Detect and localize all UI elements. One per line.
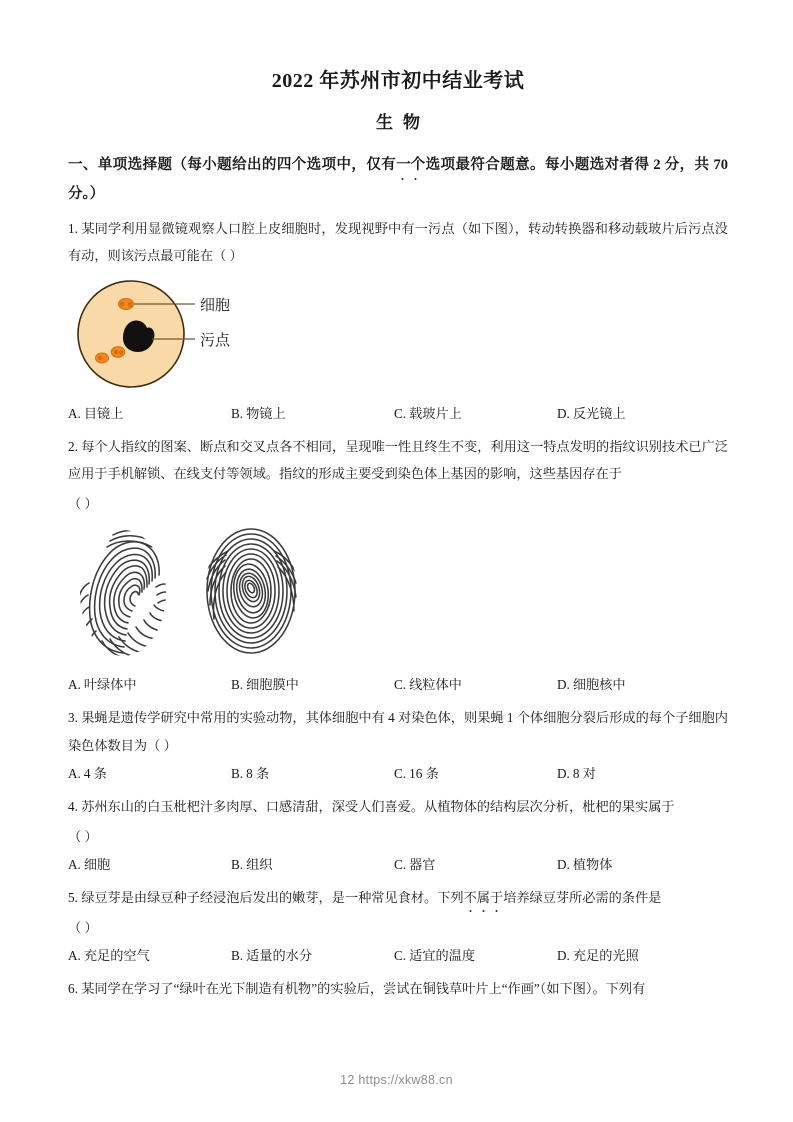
option-2-a-label: A. (68, 676, 81, 692)
option-1-a-text: 目镜上 (83, 405, 124, 421)
option-4-c-text: 器官 (409, 856, 436, 872)
subject-title: 生物 (376, 113, 430, 132)
option-4-b-text: 组织 (246, 856, 273, 872)
option-1-b-label: B. (231, 405, 244, 421)
option-5-b-label: B. (231, 947, 244, 963)
option-4-c[interactable] (394, 851, 557, 878)
cell-lower-right-icon (111, 346, 125, 356)
cell-lower-left-icon (96, 353, 109, 363)
option-2-b-label: B. (231, 676, 244, 692)
question-4-stem: 4. 苏州东山的白玉枇杷汁多肉厚、口感清甜，深受人们喜爱。从植物体的结构层次分析，枇杷的果实属于 (68, 799, 675, 815)
section-instruction-part1: 一、单项选择题（每小题给出的四个选项中，仅有 (68, 157, 397, 173)
figure-label-cell: 细胞 (200, 297, 231, 314)
page-title: 2022 年苏州市初中结业考试 (271, 70, 525, 92)
question-2-options (68, 671, 728, 698)
option-1-a[interactable] (68, 400, 231, 427)
question-4-options (68, 851, 728, 878)
question-6-stem: 6. 某同学在学习了“绿叶在光下制造有机物”的实验后，尝试在铜钱草叶片上“作画”（如下图）。下列有 (68, 981, 646, 997)
option-3-b-label: B. (231, 765, 244, 781)
question-1-options (68, 400, 728, 427)
microscope-field-svg (68, 276, 368, 396)
question-4-stem-tail: （ ） (68, 828, 98, 844)
option-5-c[interactable] (394, 942, 557, 969)
option-3-c[interactable] (394, 760, 557, 787)
option-3-c-text: 16 条 (409, 765, 439, 781)
option-2-c[interactable] (394, 671, 557, 698)
option-4-a-text: 细胞 (83, 856, 111, 872)
page-content (68, 0, 728, 1003)
fingerprint-loop-icon (78, 527, 173, 661)
page-footer: 12 https://xkw88.cn (340, 1073, 453, 1087)
option-5-d-text: 充足的光照 (572, 947, 639, 963)
option-3-b-text: 8 条 (246, 765, 270, 781)
option-1-d-text: 反光镜上 (572, 405, 626, 421)
option-3-a[interactable] (68, 760, 231, 787)
section-instruction-part2: 选项最符合题意。每小题选对者得 2 分，共 70 分。） (68, 157, 728, 202)
option-2-a[interactable] (68, 671, 231, 698)
option-1-c-label: C. (394, 405, 407, 421)
figure-fingerprints (68, 521, 728, 669)
fingerprints-svg (68, 521, 368, 669)
option-1-b-text: 物镜上 (246, 405, 286, 421)
option-5-c-text: 适宜的温度 (409, 947, 476, 963)
question-2-stem: 2. 每个人指纹的图案、断点和交叉点各不相同，呈现唯一性且终生不变，利用这一特点发明的指纹识别技术已广泛应用于手机解锁、在线支付等领域。指纹的形成主要受到染色体上基因的影响，这些基因存在于 (68, 438, 728, 482)
option-3-d-label: D. (557, 765, 570, 781)
option-5-b[interactable] (231, 942, 394, 969)
option-2-d-label: D. (557, 676, 570, 692)
question-5-stem-part-a: 5. 绿豆芽是由绿豆种子经浸泡后发出的嫩芽，是一种常见食材。下列 (68, 890, 464, 906)
option-5-a-text: 充足的空气 (83, 947, 150, 963)
question-5-stem-tail: （ ） (68, 919, 98, 935)
option-2-c-text: 线粒体中 (409, 676, 462, 692)
option-2-b[interactable] (231, 671, 394, 698)
option-3-d[interactable] (557, 760, 720, 787)
option-2-a-text: 叶绿体中 (83, 676, 137, 692)
option-3-d-text: 8 对 (572, 765, 596, 781)
option-5-d[interactable] (557, 942, 720, 969)
option-4-d-text: 植物体 (572, 856, 613, 872)
option-4-b-label: B. (231, 856, 244, 872)
figure-label-blot: 污点 (200, 332, 231, 349)
option-5-b-text: 适量的水分 (246, 947, 313, 963)
question-2-stem-tail: （ ） (68, 495, 98, 511)
section-instruction (68, 151, 728, 209)
option-2-c-label: C. (394, 676, 407, 692)
option-4-d-label: D. (557, 856, 570, 872)
option-3-a-text: 4 条 (83, 765, 107, 781)
option-1-a-label: A. (68, 405, 81, 421)
option-5-a-label: A. (68, 947, 81, 963)
option-3-b[interactable] (231, 760, 394, 787)
option-2-d-text: 细胞核中 (572, 676, 626, 692)
question-1-stem: 1. 某同学利用显微镜观察人口腔上皮细胞时，发现视野中有一污点（如下图），转动转换器和移动载玻片后污点没有动，则该污点最可能在（ ） (68, 221, 728, 264)
question-3-options (68, 760, 728, 787)
question-5-stem-emphasis: 不属于 (464, 884, 504, 911)
option-1-c[interactable] (394, 400, 557, 427)
option-4-d[interactable] (557, 851, 720, 878)
question-3-stem: 3. 果蝇是遗传学研究中常用的实验动物，其体细胞中有 4 对染色体，则果蝇 1 个体细胞分裂后形成的每个子细胞内染色体数目为（ ） (68, 710, 728, 753)
option-3-a-label: A. (68, 765, 81, 781)
option-4-a-label: A. (68, 856, 81, 872)
question-5-options (68, 942, 728, 969)
option-2-d[interactable] (557, 671, 720, 698)
option-3-c-label: C. (394, 765, 407, 781)
option-4-b[interactable] (231, 851, 394, 878)
question-5-stem (68, 884, 728, 911)
figure-microscope-field (68, 276, 728, 396)
section-instruction-emphasis: 一个 (396, 151, 425, 180)
option-5-c-label: C. (394, 947, 407, 963)
question-5-stem-part-b: 培养绿豆芽所必需的条件是 (503, 890, 662, 906)
option-1-d-label: D. (557, 405, 570, 421)
option-5-d-label: D. (557, 947, 570, 963)
option-5-a[interactable] (68, 942, 231, 969)
option-4-a[interactable] (68, 851, 231, 878)
option-1-d[interactable] (557, 400, 720, 427)
option-1-c-text: 载玻片上 (409, 405, 462, 421)
option-2-b-text: 细胞膜中 (246, 676, 299, 692)
cell-top-icon (119, 298, 134, 309)
fingerprint-whorl-icon (203, 525, 299, 661)
option-4-c-label: C. (394, 856, 407, 872)
option-1-b[interactable] (231, 400, 394, 427)
